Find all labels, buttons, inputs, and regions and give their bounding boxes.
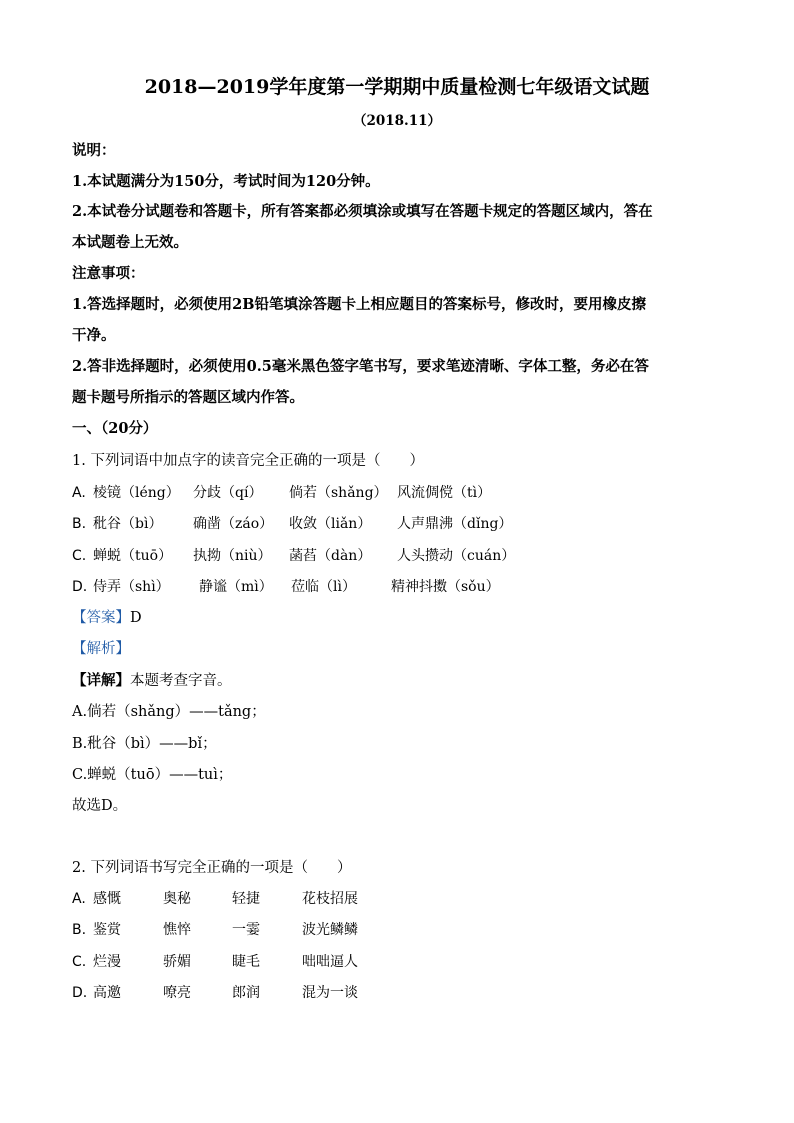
option-word: 睫毛 [232, 954, 260, 970]
option-word: 风流倜傥（tì） [397, 485, 492, 501]
option-word: 人头攒动（cuán） [397, 548, 516, 564]
notes-header: 注意事项： [72, 265, 145, 282]
q1-conclusion: 故选D。 [72, 798, 128, 814]
option-word: 蝉蜕（tuō） [93, 548, 173, 564]
q1-detail [72, 672, 232, 690]
q1-explanation-c: C.蝉蜕（tuō）——tuì； [72, 767, 233, 783]
section-1-heading: 一、（20分） [72, 420, 158, 437]
option-word: 花枝招展 [302, 891, 358, 907]
option-word: 棱镜（léng） [93, 485, 180, 501]
option-word: 高邀 [93, 985, 121, 1001]
option-label: A. [72, 891, 86, 907]
option-label: D. [72, 579, 88, 595]
note-item-1-line-2: 干净。 [72, 327, 116, 344]
option-word: 收敛（liǎn） [289, 516, 372, 532]
option-label: C. [72, 954, 87, 970]
option-word: 烂漫 [93, 954, 121, 970]
option-label: A. [72, 485, 86, 501]
option-label: C. [72, 548, 87, 564]
q2-stem: 2. 下列词语书写完全正确的一项是（ ） [72, 860, 352, 876]
option-word: 轻捷 [232, 891, 260, 907]
instructions-header: 说明： [72, 142, 116, 159]
option-label: D. [72, 985, 88, 1001]
option-word: 混为一谈 [302, 985, 358, 1001]
note-item-2-line-1: 2.答非选择题时，必须使用0.5毫米黑色签字笔书写，要求笔迹清晰、字体工整，务必在答 [72, 358, 649, 375]
note-item-2-line-2: 题卡题号所指示的答题区域内作答。 [72, 389, 304, 406]
q1-stem: 1. 下列词语中加点字的读音完全正确的一项是（ ） [72, 453, 424, 469]
option-word: 骄媚 [163, 954, 191, 970]
answer-tag: 【答案】 [72, 610, 130, 626]
exam-date: （2018.11） [352, 113, 442, 129]
q1-explanation-a: A.倘若（shǎng）——tǎng； [72, 704, 266, 720]
option-word: 郎润 [232, 985, 260, 1001]
option-word: 人声鼎沸（dǐng） [397, 516, 513, 532]
note-item-1-line-1: 1.答选择题时，必须使用2B铅笔填涂答题卡上相应题目的答案标号，修改时，要用橡皮擦 [72, 296, 646, 313]
option-word: 莅临（lì） [291, 579, 356, 595]
q1-answer [72, 609, 142, 627]
instruction-item-2-line-1: 2.本试卷分试题卷和答题卡，所有答案都必须填涂或填写在答题卡规定的答题区域内，答在 [72, 203, 653, 220]
option-word: 精神抖擞（sǒu） [391, 579, 500, 595]
option-word: 执拗（niù） [193, 548, 272, 564]
option-word: 憔悴 [163, 922, 191, 938]
q1-analysis-tag: 【解析】 [72, 641, 130, 657]
option-word: 秕谷（bì） [93, 516, 163, 532]
option-word: 分歧（qí） [193, 485, 263, 501]
option-word: 确凿（záo） [193, 516, 274, 532]
detail-tag: 【详解】 [72, 672, 130, 689]
option-word: 静谧（mì） [199, 579, 273, 595]
answer-value: D [130, 610, 142, 626]
option-label: B. [72, 922, 87, 938]
instruction-item-1: 1.本试题满分为150分，考试时间为120分钟。 [72, 173, 380, 190]
option-label: B. [72, 516, 87, 532]
option-word: 侍弄（shì） [93, 579, 170, 595]
option-word: 嘹亮 [163, 985, 191, 1001]
instruction-item-2-line-2: 本试题卷上无效。 [72, 234, 188, 251]
option-word: 奥秘 [163, 891, 191, 907]
option-word: 感慨 [93, 891, 121, 907]
exam-title: 2018—2019学年度第一学期期中质量检测七年级语文试题 [144, 76, 650, 98]
option-word: 一霎 [232, 922, 260, 938]
option-word: 倘若（shǎng） [289, 485, 388, 501]
detail-text: 本题考查字音。 [130, 673, 232, 689]
option-word: 波光鳞鳞 [302, 922, 358, 938]
q1-explanation-b: B.秕谷（bì）——bǐ； [72, 736, 217, 752]
option-word: 鉴赏 [93, 922, 121, 938]
option-word: 菡萏（dàn） [289, 548, 372, 564]
option-word: 咄咄逼人 [302, 954, 358, 970]
